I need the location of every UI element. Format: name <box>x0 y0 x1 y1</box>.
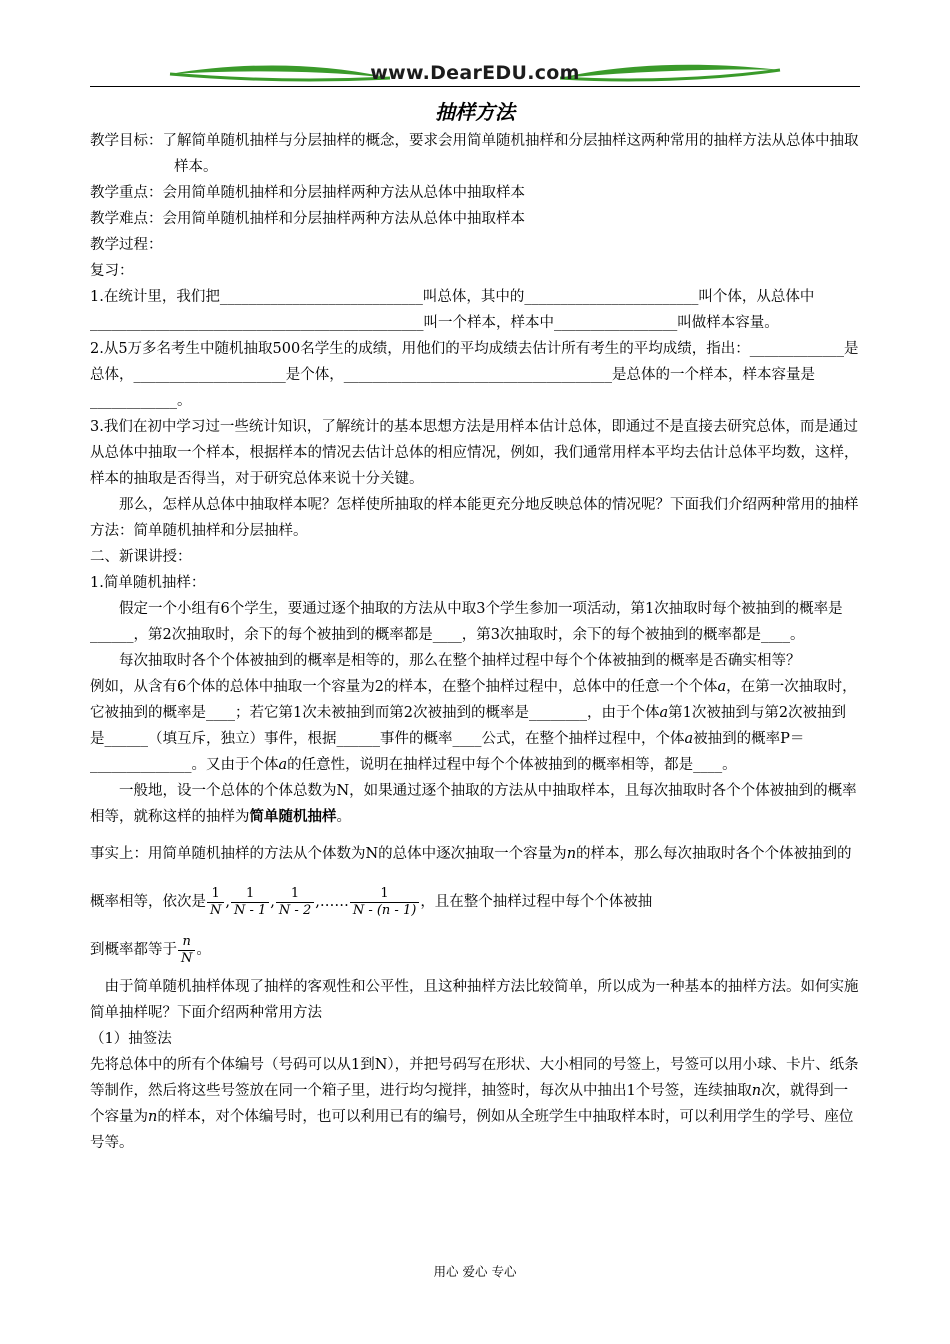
variable-n: n <box>566 846 577 862</box>
page-footer: 用心 爱心 专心 <box>433 1264 517 1279</box>
site-header <box>90 58 860 94</box>
teaching-focus: 教学重点：会用简单随机抽样和分层抽样两种方法从总体中抽取样本 <box>90 185 525 201</box>
review-item-2: 2.从5万多名考生中随机抽取500名学生的成绩，用他们的平均成绩去估计所有考生的平均成绩，指出：_____________是总体，_____________________是个体，_____________________________________是总体的一个样本，样本容量是____________。 <box>90 341 859 409</box>
teaching-process-heading: 教学过程： <box>90 237 163 253</box>
method-intro-paragraph: 由于简单随机抽样体现了抽样的客观性和公平性，且这种抽样方法比较简单，所以成为一种基本的抽样方法。如何实施简单抽样呢？下面介绍两种常用方法 <box>90 979 859 1021</box>
fact-paragraph: 事实上：用简单随机抽样的方法从个体数为N的总体中逐次抽取一个容量为n的样本，那么每次抽取时各个个体被抽到的概率相等，依次是 $\frac{1}{N}$ , $\frac{1}{N - 1}$ , $\frac{1}{N - 2}$ ,…… $\frac{1}{N - (n - 1)}$ ，且在整个抽样过程中每个个体被抽 到概率都等于 $\frac{n}{N}$ 。 <box>90 846 852 966</box>
fraction: $\frac{1}{N}$ <box>207 886 224 919</box>
intro-paragraph: 那么，怎样从总体中抽取样本呢？怎样使所抽取的样本能更充分地反映总体的情况呢？下面我们介绍两种常用的抽样方法：简单随机抽样和分层抽样。 <box>90 497 859 539</box>
lottery-method-paragraph: 先将总体中的所有个体编号（号码可以从1到N），并把号码写在形状、大小相同的号签上，号签可以用小球、卡片、纸条等制作，然后将这些号签放在同一个箱子里，进行均匀搅拌，抽签时，每次从中抽出1个号签，连续抽取n次，就得到一个容量为n的样本，对个体编号时，也可以利用已有的编号，例如从全班学生中抽取样本时，可以利用学生的学号、座位号等。 <box>90 1057 859 1151</box>
variable-n: n <box>751 1083 762 1099</box>
section-simple-random-sampling: 1.简单随机抽样： <box>90 575 206 591</box>
question-paragraph: 每次抽取时各个个体被抽到的概率是相等的，那么在整个抽样过程中每个个体被抽到的概率是否确实相等？ <box>119 653 801 669</box>
lottery-method-heading: （1）抽签法 <box>90 1031 172 1047</box>
review-item-3: 3.我们在初中学习过一些统计知识，了解统计的基本思想方法是用样本估计总体，即通过不是直接去研究总体，而是通过从总体中抽取一个样本，根据样本的情况去估计总体的相应情况，例如，我们通常用样本平均去估计总体平均数，这样，样本的抽取是否得当，对于研究总体来说十分关键。 <box>90 419 859 487</box>
teaching-goal: 教学目标：了解简单随机抽样与分层抽样的概念，要求会用简单随机抽样和分层抽样这两种常用的抽样方法从总体中抽取样本。 <box>90 133 859 175</box>
document-body <box>90 128 860 1156</box>
new-lesson-heading: 二、新课讲授： <box>90 549 192 565</box>
example-paragraph: 假定一个小组有6个学生，要通过逐个抽取的方法从中取3个学生参加一项活动，第1次抽取时每个被抽到的概率是______，第2次抽取时，余下的每个被抽到的概率都是____，第3次抽取时，余下的每个被抽到的概率都是____。 <box>90 601 843 643</box>
review-item-1: 1.在统计里，我们把____________________________叫总体，其中的________________________叫个体，从总体中______________________________________________叫一个样本，样本中_________________叫做样本容量。 <box>90 289 815 331</box>
variable-a: a <box>659 705 669 721</box>
variable-a: a <box>717 679 727 695</box>
definition-paragraph: 一般地，设一个总体的个体总数为N，如果通过逐个抽取的方法从中抽取样本，且每次抽取时各个个体被抽到的概率相等，就称这样的抽样为简单随机抽样。 <box>90 783 857 825</box>
fraction: $\frac{1}{N - 1}$ <box>231 886 269 919</box>
defined-term: 简单随机抽样 <box>249 808 337 825</box>
probability-example: 例如，从含有6个体的总体中抽取一个容量为2的样本，在整个抽样过程中，总体中的任意一个个体a，在第一次抽取时，它被抽到的概率是____；若它第1次未被抽到而第2次被抽到的概率是________，由于个体a第1次被抽到与第2次被抽到是______（填互斥，独立）事件，根据______事件的概率____公式，在整个抽样过程中，个体a被抽到的概率P＝______________。又由于个体a的任意性，说明在抽样过程中每个个体被抽到的概率相等，都是____。 <box>90 679 857 773</box>
variable-a: a <box>278 757 288 773</box>
review-heading: 复习： <box>90 263 134 279</box>
variable-a: a <box>684 731 694 747</box>
fraction: $\frac{1}{N - (n - 1)}$ <box>350 886 419 919</box>
fraction: $\frac{1}{N - 2}$ <box>276 886 314 919</box>
teaching-difficulty: 教学难点：会用简单随机抽样和分层抽样两种方法从总体中抽取样本 <box>90 211 525 227</box>
site-url: www.DearEDU.com <box>370 62 580 84</box>
page-title: 抽样方法 <box>435 100 515 124</box>
variable-n: n <box>148 1109 158 1125</box>
header-rule <box>90 86 860 87</box>
fraction: $\frac{n}{N}$ <box>178 934 195 967</box>
